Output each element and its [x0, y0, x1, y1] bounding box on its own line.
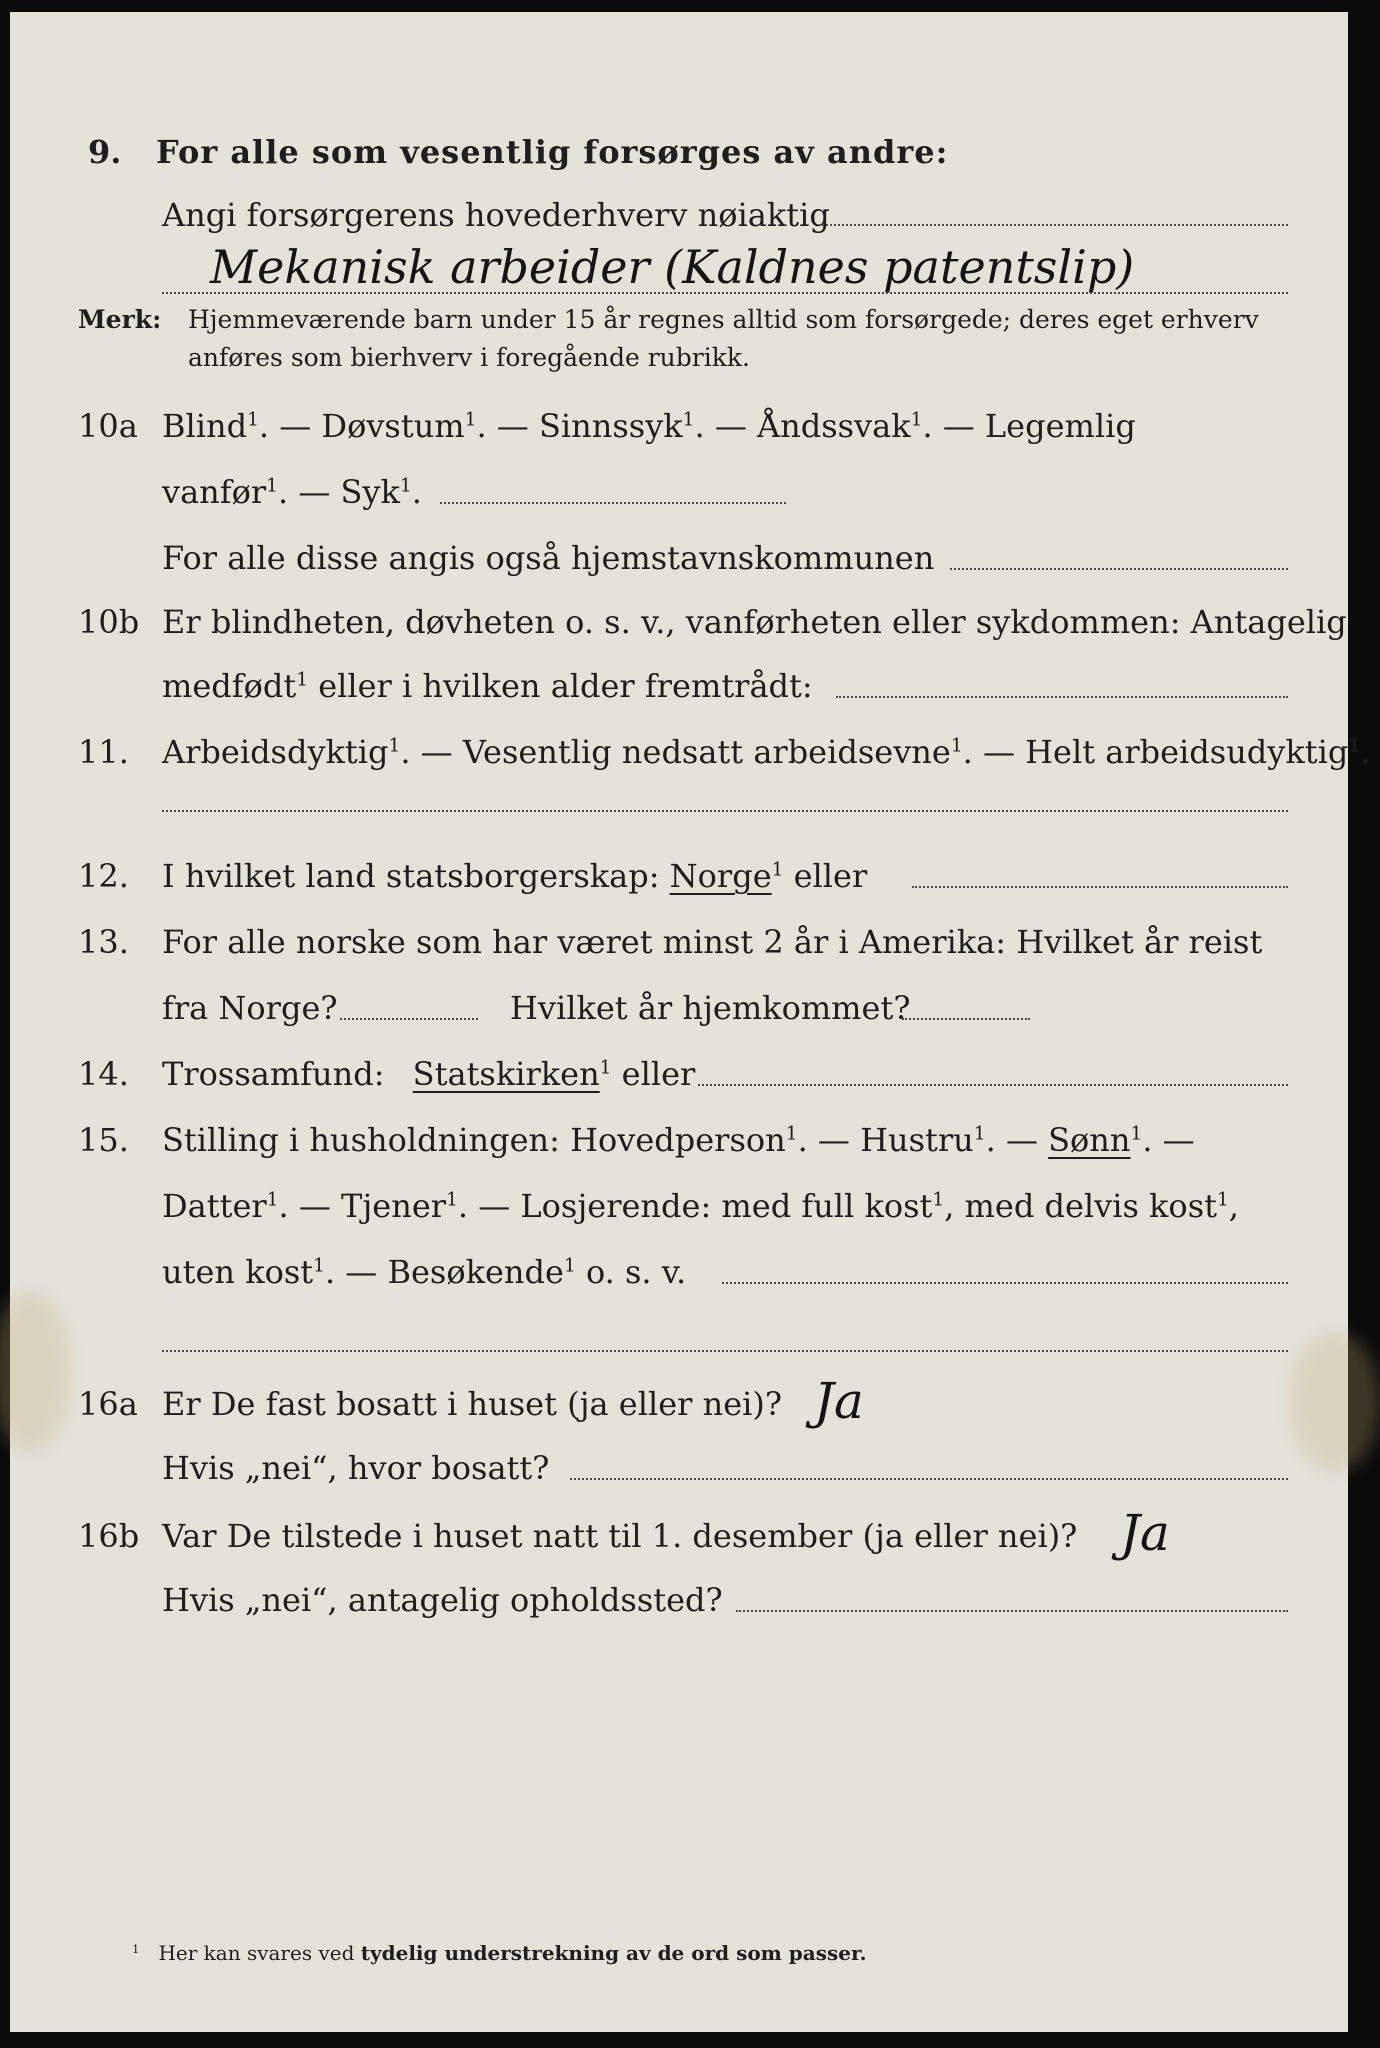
q15-line-2: Datter$^1$. — Tjener$^1$. — Losjerende: med full kost$^1$, med delvis kost$^1$,: [162, 1187, 1239, 1225]
q15-datter: Datter: [162, 1187, 267, 1225]
q16b-handwritten-answer: Ja: [1120, 1504, 1170, 1562]
q10a-hjemstavn-line: [950, 568, 1288, 570]
q15-besokende: Besøkende: [387, 1253, 564, 1291]
q13-line-1: For alle norske som har været minst 2 år i Amerika: Hvilket år reist: [162, 923, 1263, 961]
q13-line-2a: fra Norge?: [162, 989, 338, 1027]
q10b-answer-line: [836, 696, 1288, 698]
q15-losjerende: Losjerende:: [520, 1187, 712, 1225]
q15-line-1: Stilling i husholdningen: Hovedperson$^1$. — Hustru$^1$. — Sønn$^1$. —: [162, 1121, 1195, 1159]
q11-arbeidsdyktig: Arbeidsdyktig: [162, 733, 389, 771]
q9-number: 9.: [88, 133, 122, 171]
q10a-line-1: Blind$^1$. — Døvstum$^1$. — Sinnssyk$^1$. — Åndssvak$^1$. — Legemlig: [162, 407, 1136, 445]
q15-sonn-underlined: Sønn: [1048, 1121, 1131, 1159]
q13-reist-line: [340, 1018, 478, 1020]
q10a-andssvak: Åndssvak: [756, 407, 911, 445]
census-form-page: [10, 12, 1371, 2032]
q14-number: 14.: [78, 1055, 129, 1093]
q9-answer-line-2: [162, 292, 1288, 294]
q15-hustru: Hustru: [860, 1121, 974, 1159]
q15-answer-line-1: [722, 1282, 1288, 1284]
q12-answer-line: [912, 886, 1288, 888]
q10a-line-3: For alle disse angis også hjemstavnskommunen: [162, 539, 935, 577]
q16a-line-2: Hvis „nei“, hvor bosatt?: [162, 1449, 550, 1487]
q12-norge-underlined: Norge: [669, 857, 772, 895]
q16a-handwritten-answer: Ja: [814, 1372, 864, 1430]
q9-handwritten-answer: Mekanisk arbeider (Kaldnes patentslip): [210, 240, 1135, 294]
q9-prompt: Angi forsørgerens hovederhverv nøiaktig: [162, 196, 830, 234]
q13-line-2b: Hvilket år hjemkommet?: [510, 989, 911, 1027]
q16b-line-1: Var De tilstede i huset natt til 1. desember (ja eller nei)?: [162, 1517, 1078, 1555]
q14-statskirken-underlined: Statskirken: [412, 1055, 600, 1093]
q15-answer-line-2: [162, 1350, 1288, 1352]
q10a-line-2: vanfør$^1$. — Syk$^1$.: [162, 473, 422, 511]
q16a-line-1: Er De fast bosatt i huset (ja eller nei)?: [162, 1385, 783, 1423]
q16b-number: 16b: [78, 1517, 140, 1555]
q11-number: 11.: [78, 733, 129, 771]
q15-tjener: Tjener: [341, 1187, 447, 1225]
q9-heading: For alle som vesentlig forsørges av andre:: [156, 133, 949, 171]
q10b-line-2: medfødt$^1$ eller i hvilken alder fremtrådt:: [162, 667, 813, 705]
q9-answer-line-1: [822, 224, 1288, 226]
merk-label: Merk:: [78, 305, 162, 334]
paper-stain: [1290, 1332, 1380, 1472]
q10a-dovstum: Døvstum: [321, 407, 465, 445]
paper-stain: [0, 1292, 70, 1452]
q16b-answer-line: [736, 1610, 1288, 1612]
q10a-syk-line: [440, 502, 786, 504]
q11-nedsatt: Vesentlig nedsatt arbeidsevne: [462, 733, 951, 771]
q16a-number: 16a: [78, 1385, 138, 1423]
merk-line-2: anføres som bierhverv i foregående rubrikk.: [188, 343, 750, 372]
q15-number: 15.: [78, 1121, 129, 1159]
footnote: $^1$ Her kan svares ved tydelig understrekning av de ord som passer.: [132, 1941, 867, 1965]
q15-line-3: uten kost$^1$. — Besøkende$^1$ o. s. v.: [162, 1253, 687, 1291]
q14-answer-line: [698, 1084, 1288, 1086]
q10a-legemlig: Legemlig: [984, 407, 1136, 445]
q10a-number: 10a: [78, 407, 138, 445]
q10b-medfodt: medfødt: [162, 667, 297, 705]
q10a-vanfor: vanfør: [162, 473, 267, 511]
q13-hjemkommet-line: [902, 1018, 1030, 1020]
q10b-line-1: Er blindheten, døvheten o. s. v., vanførheten eller sykdommen: Antagelig: [162, 603, 1347, 641]
q10a-sinnssyk: Sinnssyk: [538, 407, 683, 445]
q12-number: 12.: [78, 857, 129, 895]
q10a-syk: Syk: [340, 473, 400, 511]
merk-line-1: Hjemmeværende barn under 15 år regnes alltid som forsørgede; deres eget erhverv: [188, 305, 1259, 334]
q12-line: I hvilket land statsborgerskap: Norge$^1$ eller: [162, 857, 868, 895]
q16b-line-2: Hvis „nei“, antagelig opholdssted?: [162, 1581, 723, 1619]
q15-full-kost: med full kost: [721, 1187, 933, 1225]
q10b-number: 10b: [78, 603, 140, 641]
q16a-answer-line: [570, 1478, 1288, 1480]
q11-line: Arbeidsdyktig$^1$. — Vesentlig nedsatt arbeidsevne$^1$. — Helt arbeidsudyktig$^1$.: [162, 733, 1371, 771]
q10a-blind: Blind: [162, 407, 248, 445]
q15-uten-kost: uten kost: [162, 1253, 314, 1291]
q13-number: 13.: [78, 923, 129, 961]
q11-udyktig: Helt arbeidsudyktig: [1025, 733, 1349, 771]
q15-delvis-kost: med delvis kost: [964, 1187, 1217, 1225]
q14-line: Trossamfund: Statskirken$^1$ eller: [162, 1055, 696, 1093]
q15-hovedperson: Hovedperson: [570, 1121, 786, 1159]
q11-answer-line: [162, 810, 1288, 812]
